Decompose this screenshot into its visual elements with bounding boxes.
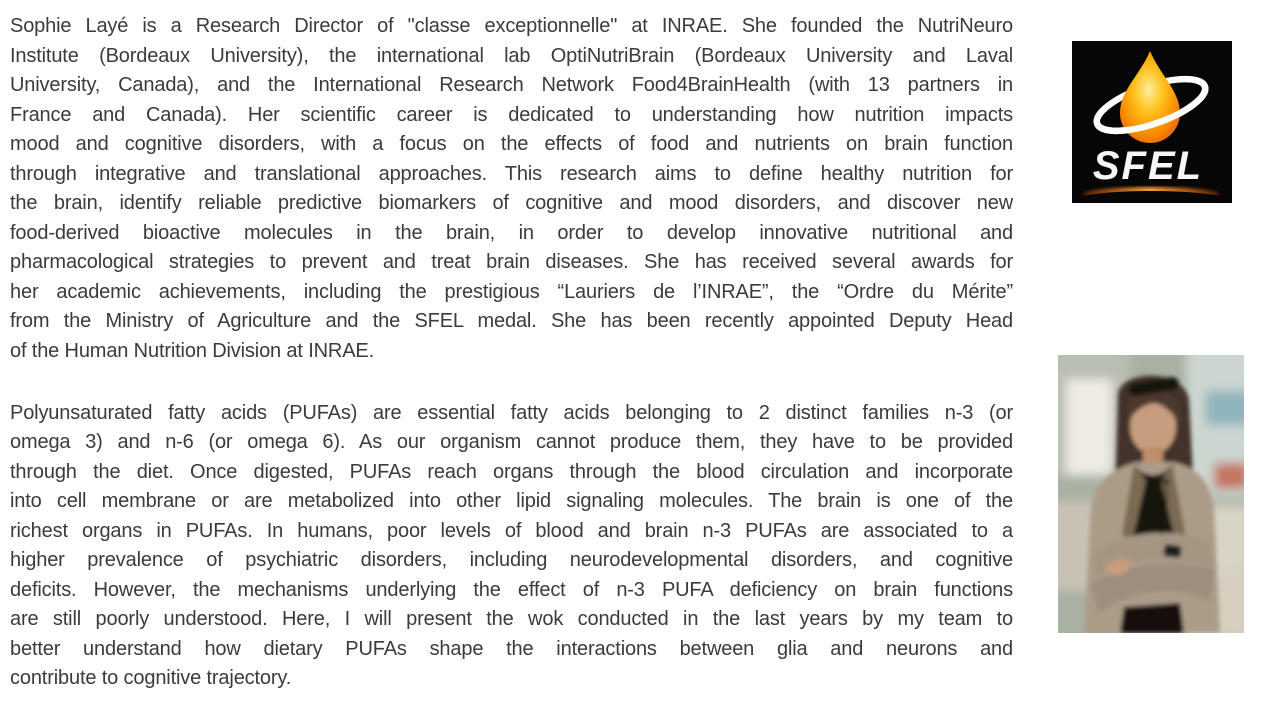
text-line: into cell membrane or are metabolized into other lipid signaling molecules. The brain is one of the [10,490,1013,513]
text-line: the brain, identify reliable predictive biomarkers of cognitive and mood disorders, and discover new [10,192,1013,215]
speaker-photo-image [1058,355,1244,633]
text-line: are still poorly understood. Here, I will present the wok conducted in the last years by my team to [10,608,1013,631]
text-line: University, Canada), and the International Research Network Food4BrainHealth (with 13 partners in [10,74,1013,97]
text-line: pharmacological strategies to prevent and treat brain diseases. She has received several awards for [10,251,1013,274]
text-line: omega 3) and n-6 (or omega 6). As our organism cannot produce them, they have to be provided [10,431,1013,454]
text-line: Institute (Bordeaux University), the international lab OptiNutriBrain (Bordeaux University and Laval [10,44,1013,67]
dark-clothing-bottom [1120,603,1184,633]
text-line: through the diet. Once digested, PUFAs reach organs through the blood circulation and incorporate [10,460,1013,483]
text-line: her academic achievements, including the prestigious “Lauriers de l’INRAE”, the “Ordre du Mérite” [10,280,1013,303]
text-line: through integrative and translational approaches. This research aims to define healthy nutrition for [10,162,1013,185]
bio-paragraph [10,12,1013,367]
sfel-logo-image [1072,41,1232,203]
text-line: deficits. However, the mechanisms underlying the effect of n-3 PUFA deficiency on brain functions [10,578,1013,601]
text-column [10,12,1013,694]
text-line: of the Human Nutrition Division at INRAE. [10,340,374,363]
text-line: higher prevalence of psychiatric disorders, including neurodevelopmental disorders, and cognitive [10,549,1013,572]
text-line: from the Ministry of Agriculture and the SFEL medal. She has been recently appointed Deputy Head [10,310,1013,333]
text-line: contribute to cognitive trajectory. [10,667,292,690]
text-line: France and Canada). Her scientific career is dedicated to understanding how nutrition impacts [10,103,1013,126]
text-line: mood and cognitive disorders, with a focus on the effects of food and nutrients on brain function [10,133,1013,156]
speaker-photo [1058,355,1244,633]
mic-clip [1162,479,1169,484]
sfel-logo [1072,41,1232,203]
text-line: better understand how dietary PUFAs shape the interactions between glia and neurons and [10,637,1013,660]
text-line: Sophie Layé is a Research Director of "classe exceptionnelle" at INRAE. She founded the NutriNeuro [10,15,1013,37]
abstract-paragraph [10,399,1013,694]
text-line: food-derived bioactive molecules in the brain, in order to develop innovative nutritional and [10,221,1013,244]
text-line: richest organs in PUFAs. In humans, poor levels of blood and brain n-3 PUFAs are associated to a [10,519,1013,542]
logo-wordmark: SFEL [1092,144,1204,188]
text-line: Polyunsaturated fatty acids (PUFAs) are essential fatty acids belonging to 2 distinct families n-3 (or [10,401,1013,424]
watch [1163,544,1181,558]
